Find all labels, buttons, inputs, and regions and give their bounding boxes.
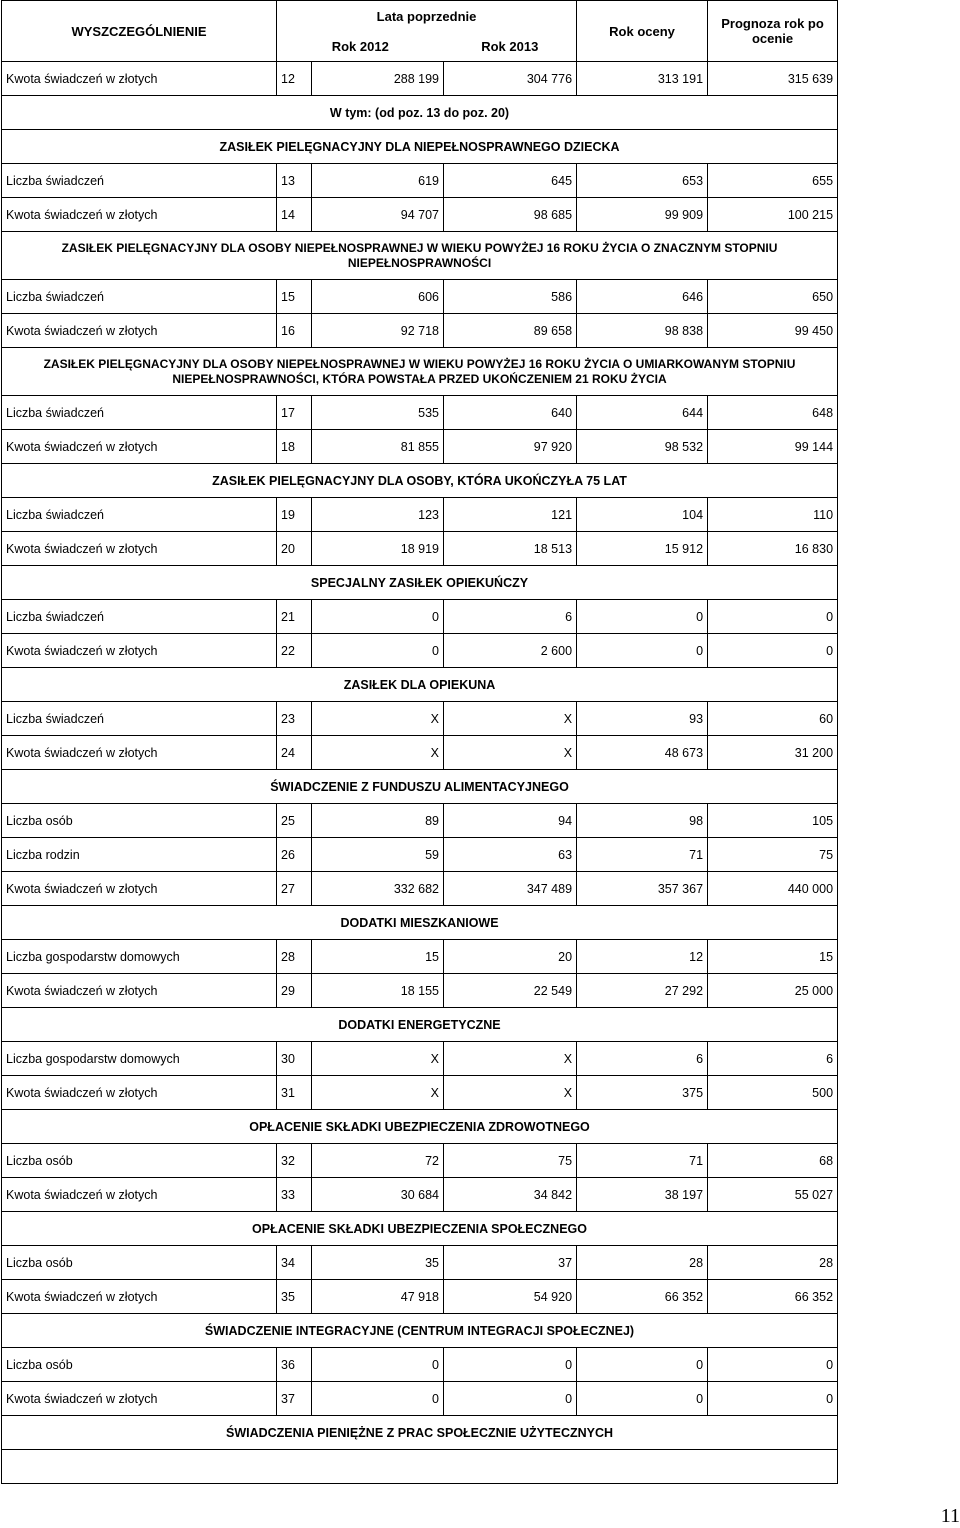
value-2012: 535 xyxy=(312,396,444,430)
value-2012: 288 199 xyxy=(312,62,444,96)
row-position-number: 31 xyxy=(277,1076,312,1110)
value-2013: 586 xyxy=(444,280,577,314)
table-row xyxy=(2,314,838,348)
row-label: Kwota świadczeń w złotych xyxy=(2,1076,277,1110)
value-2012: 0 xyxy=(312,600,444,634)
value-2013: 2 600 xyxy=(444,634,577,668)
value-evaluation-year: 38 197 xyxy=(577,1178,708,1212)
value-forecast: 99 450 xyxy=(708,314,838,348)
value-2013: X xyxy=(444,1042,577,1076)
value-2012: 30 684 xyxy=(312,1178,444,1212)
value-forecast: 110 xyxy=(708,498,838,532)
row-position-number: 19 xyxy=(277,498,312,532)
section-heading: OPŁACENIE SKŁADKI UBEZPIECZENIA ZDROWOTNEGO xyxy=(2,1110,838,1144)
subheading: W tym: (od poz. 13 do poz. 20) xyxy=(2,96,838,130)
table-row xyxy=(2,702,838,736)
value-forecast: 6 xyxy=(708,1042,838,1076)
value-2013: 304 776 xyxy=(444,62,577,96)
value-evaluation-year: 71 xyxy=(577,838,708,872)
section-heading-row xyxy=(2,1416,838,1450)
value-forecast: 68 xyxy=(708,1144,838,1178)
value-forecast: 31 200 xyxy=(708,736,838,770)
section-heading-row xyxy=(2,348,838,396)
value-2013: 0 xyxy=(444,1382,577,1416)
table-row xyxy=(2,974,838,1008)
value-2012: X xyxy=(312,1042,444,1076)
section-heading: ŚWIADCZENIE INTEGRACYJNE (CENTRUM INTEGRACJI SPOŁECZNEJ) xyxy=(2,1314,838,1348)
table-row xyxy=(2,1348,838,1382)
row-position-number: 37 xyxy=(277,1382,312,1416)
row-position-number: 12 xyxy=(277,62,312,96)
row-position-number: 35 xyxy=(277,1280,312,1314)
value-2012: 0 xyxy=(312,1382,444,1416)
table-row xyxy=(2,1280,838,1314)
section-heading-row xyxy=(2,1110,838,1144)
value-evaluation-year: 6 xyxy=(577,1042,708,1076)
value-2012: 123 xyxy=(312,498,444,532)
row-label: Kwota świadczeń w złotych xyxy=(2,1280,277,1314)
value-2013: 645 xyxy=(444,164,577,198)
value-2012: 18 919 xyxy=(312,532,444,566)
row-position-number: 29 xyxy=(277,974,312,1008)
section-heading-row xyxy=(2,566,838,600)
table-row xyxy=(2,872,838,906)
row-position-number: 16 xyxy=(277,314,312,348)
section-heading: ZASIŁEK DLA OPIEKUNA xyxy=(2,668,838,702)
value-evaluation-year: 0 xyxy=(577,1382,708,1416)
section-heading: ŚWIADCZENIE Z FUNDUSZU ALIMENTACYJNEGO xyxy=(2,770,838,804)
value-2012: X xyxy=(312,736,444,770)
value-2013: 98 685 xyxy=(444,198,577,232)
section-heading-row xyxy=(2,130,838,164)
row-label: Liczba osób xyxy=(2,1348,277,1382)
section-heading: ZASIŁEK PIELĘGNACYJNY DLA OSOBY, KTÓRA UKOŃCZYŁA 75 LAT xyxy=(2,464,838,498)
section-heading: ŚWIADCZENIA PIENIĘŻNE Z PRAC SPOŁECZNIE UŻYTECZNYCH xyxy=(2,1416,838,1450)
section-heading-row xyxy=(2,1212,838,1246)
value-2012: 92 718 xyxy=(312,314,444,348)
value-2013: X xyxy=(444,736,577,770)
section-heading-row xyxy=(2,464,838,498)
row-position-number: 22 xyxy=(277,634,312,668)
row-label: Kwota świadczeń w złotych xyxy=(2,62,277,96)
value-2012: 18 155 xyxy=(312,974,444,1008)
subheading-row xyxy=(2,96,838,130)
value-2012: 59 xyxy=(312,838,444,872)
table-row xyxy=(2,280,838,314)
value-forecast: 650 xyxy=(708,280,838,314)
value-evaluation-year: 646 xyxy=(577,280,708,314)
value-evaluation-year: 375 xyxy=(577,1076,708,1110)
header-description: WYSZCZEGÓLNIENIE xyxy=(2,1,277,62)
value-2013: X xyxy=(444,1076,577,1110)
value-forecast: 99 144 xyxy=(708,430,838,464)
row-position-number: 36 xyxy=(277,1348,312,1382)
row-label: Liczba świadczeń xyxy=(2,164,277,198)
value-2012: 72 xyxy=(312,1144,444,1178)
row-label: Kwota świadczeń w złotych xyxy=(2,314,277,348)
section-heading: ZASIŁEK PIELĘGNACYJNY DLA OSOBY NIEPEŁNOSPRAWNEJ W WIEKU POWYŻEJ 16 ROKU ŻYCIA O ZNACZNYM STOPNIU NIEPEŁNOSPRAWNOŚCI xyxy=(2,232,838,280)
row-position-number: 34 xyxy=(277,1246,312,1280)
value-2012: 94 707 xyxy=(312,198,444,232)
row-position-number: 14 xyxy=(277,198,312,232)
row-position-number: 25 xyxy=(277,804,312,838)
value-evaluation-year: 48 673 xyxy=(577,736,708,770)
value-evaluation-year: 313 191 xyxy=(577,62,708,96)
section-heading: ZASIŁEK PIELĘGNACYJNY DLA OSOBY NIEPEŁNOSPRAWNEJ W WIEKU POWYŻEJ 16 ROKU ŻYCIA O UMIARKOWANYM STOPNIU NIEPEŁNOSPRAWNOŚCI, KTÓRA POWSTAŁA PRZED UKOŃCZENIEM 21 ROKU ŻYCIA xyxy=(2,348,838,396)
section-heading: DODATKI MIESZKANIOWE xyxy=(2,906,838,940)
row-position-number: 32 xyxy=(277,1144,312,1178)
table-row xyxy=(2,198,838,232)
section-heading: ZASIŁEK PIELĘGNACYJNY DLA NIEPEŁNOSPRAWNEGO DZIECKA xyxy=(2,130,838,164)
row-position-number: 23 xyxy=(277,702,312,736)
value-2013: 640 xyxy=(444,396,577,430)
value-2013: 6 xyxy=(444,600,577,634)
value-2012: 15 xyxy=(312,940,444,974)
row-position-number: 18 xyxy=(277,430,312,464)
value-forecast: 315 639 xyxy=(708,62,838,96)
value-forecast: 648 xyxy=(708,396,838,430)
blank-row xyxy=(2,1450,838,1484)
row-label: Liczba osób xyxy=(2,804,277,838)
value-evaluation-year: 66 352 xyxy=(577,1280,708,1314)
row-label: Kwota świadczeń w złotych xyxy=(2,198,277,232)
value-2012: 332 682 xyxy=(312,872,444,906)
table-row xyxy=(2,736,838,770)
value-forecast: 100 215 xyxy=(708,198,838,232)
section-heading-row xyxy=(2,1008,838,1042)
value-2012: 0 xyxy=(312,1348,444,1382)
value-forecast: 66 352 xyxy=(708,1280,838,1314)
value-2012: 47 918 xyxy=(312,1280,444,1314)
value-2013: 34 842 xyxy=(444,1178,577,1212)
value-2013: 89 658 xyxy=(444,314,577,348)
section-heading-row xyxy=(2,770,838,804)
header-year-2012: Rok 2012 xyxy=(277,31,444,62)
value-2012: X xyxy=(312,1076,444,1110)
value-2013: 22 549 xyxy=(444,974,577,1008)
value-evaluation-year: 93 xyxy=(577,702,708,736)
value-2013: 37 xyxy=(444,1246,577,1280)
value-2013: 97 920 xyxy=(444,430,577,464)
value-evaluation-year: 71 xyxy=(577,1144,708,1178)
table-row xyxy=(2,1076,838,1110)
value-evaluation-year: 98 532 xyxy=(577,430,708,464)
value-evaluation-year: 653 xyxy=(577,164,708,198)
value-forecast: 16 830 xyxy=(708,532,838,566)
table-row xyxy=(2,940,838,974)
value-2013: 18 513 xyxy=(444,532,577,566)
row-position-number: 15 xyxy=(277,280,312,314)
blank-cell xyxy=(2,1450,838,1484)
value-2013: 0 xyxy=(444,1348,577,1382)
header-forecast-year: Prognoza rok po ocenie xyxy=(708,1,838,62)
value-forecast: 25 000 xyxy=(708,974,838,1008)
section-heading: DODATKI ENERGETYCZNE xyxy=(2,1008,838,1042)
row-label: Kwota świadczeń w złotych xyxy=(2,736,277,770)
row-label: Liczba rodzin xyxy=(2,838,277,872)
table-row xyxy=(2,1144,838,1178)
row-position-number: 27 xyxy=(277,872,312,906)
table-row xyxy=(2,62,838,96)
row-label: Kwota świadczeń w złotych xyxy=(2,872,277,906)
row-position-number: 28 xyxy=(277,940,312,974)
table-row xyxy=(2,396,838,430)
row-label: Liczba osób xyxy=(2,1246,277,1280)
value-forecast: 0 xyxy=(708,1382,838,1416)
row-label: Liczba gospodarstw domowych xyxy=(2,940,277,974)
row-label: Liczba gospodarstw domowych xyxy=(2,1042,277,1076)
value-2013: 20 xyxy=(444,940,577,974)
table-row xyxy=(2,430,838,464)
table-row xyxy=(2,1382,838,1416)
row-label: Kwota świadczeń w złotych xyxy=(2,974,277,1008)
value-evaluation-year: 12 xyxy=(577,940,708,974)
row-position-number: 24 xyxy=(277,736,312,770)
value-forecast: 105 xyxy=(708,804,838,838)
section-heading: SPECJALNY ZASIŁEK OPIEKUŃCZY xyxy=(2,566,838,600)
section-heading-row xyxy=(2,906,838,940)
row-label: Liczba świadczeń xyxy=(2,280,277,314)
value-evaluation-year: 27 292 xyxy=(577,974,708,1008)
value-2013: 94 xyxy=(444,804,577,838)
value-2013: X xyxy=(444,702,577,736)
row-position-number: 20 xyxy=(277,532,312,566)
value-forecast: 60 xyxy=(708,702,838,736)
header-previous-years: Lata poprzednie xyxy=(277,1,577,32)
value-evaluation-year: 0 xyxy=(577,600,708,634)
value-forecast: 500 xyxy=(708,1076,838,1110)
table-row xyxy=(2,804,838,838)
value-evaluation-year: 98 838 xyxy=(577,314,708,348)
page-number: 11 xyxy=(940,1505,960,1527)
value-evaluation-year: 0 xyxy=(577,634,708,668)
section-heading-row xyxy=(2,668,838,702)
section-heading-row xyxy=(2,1314,838,1348)
value-forecast: 0 xyxy=(708,1348,838,1382)
section-heading: OPŁACENIE SKŁADKI UBEZPIECZENIA SPOŁECZNEGO xyxy=(2,1212,838,1246)
table-row xyxy=(2,498,838,532)
value-2012: 606 xyxy=(312,280,444,314)
row-position-number: 13 xyxy=(277,164,312,198)
value-evaluation-year: 0 xyxy=(577,1348,708,1382)
value-evaluation-year: 15 912 xyxy=(577,532,708,566)
value-forecast: 0 xyxy=(708,634,838,668)
value-forecast: 0 xyxy=(708,600,838,634)
row-label: Liczba świadczeń xyxy=(2,396,277,430)
table-row xyxy=(2,1246,838,1280)
row-label: Kwota świadczeń w złotych xyxy=(2,430,277,464)
table-row xyxy=(2,634,838,668)
value-forecast: 655 xyxy=(708,164,838,198)
statistics-table xyxy=(1,0,838,1484)
value-evaluation-year: 28 xyxy=(577,1246,708,1280)
table-row xyxy=(2,600,838,634)
value-2012: 81 855 xyxy=(312,430,444,464)
value-2013: 121 xyxy=(444,498,577,532)
row-position-number: 33 xyxy=(277,1178,312,1212)
row-label: Liczba świadczeń xyxy=(2,702,277,736)
value-2012: 619 xyxy=(312,164,444,198)
row-position-number: 26 xyxy=(277,838,312,872)
row-position-number: 17 xyxy=(277,396,312,430)
value-forecast: 75 xyxy=(708,838,838,872)
value-2012: X xyxy=(312,702,444,736)
row-position-number: 30 xyxy=(277,1042,312,1076)
row-label: Kwota świadczeń w złotych xyxy=(2,1382,277,1416)
section-heading-row xyxy=(2,232,838,280)
table-row xyxy=(2,164,838,198)
value-evaluation-year: 99 909 xyxy=(577,198,708,232)
value-forecast: 55 027 xyxy=(708,1178,838,1212)
value-forecast: 15 xyxy=(708,940,838,974)
table-row xyxy=(2,1178,838,1212)
row-label: Kwota świadczeń w złotych xyxy=(2,532,277,566)
header-year-2013: Rok 2013 xyxy=(444,31,577,62)
value-evaluation-year: 104 xyxy=(577,498,708,532)
row-label: Liczba świadczeń xyxy=(2,498,277,532)
table-row xyxy=(2,1042,838,1076)
table-row xyxy=(2,838,838,872)
table-row xyxy=(2,532,838,566)
value-2012: 89 xyxy=(312,804,444,838)
value-evaluation-year: 98 xyxy=(577,804,708,838)
row-label: Liczba świadczeń xyxy=(2,600,277,634)
value-2012: 0 xyxy=(312,634,444,668)
value-evaluation-year: 644 xyxy=(577,396,708,430)
value-forecast: 440 000 xyxy=(708,872,838,906)
value-2013: 54 920 xyxy=(444,1280,577,1314)
row-label: Liczba osób xyxy=(2,1144,277,1178)
row-label: Kwota świadczeń w złotych xyxy=(2,1178,277,1212)
value-2013: 75 xyxy=(444,1144,577,1178)
value-forecast: 28 xyxy=(708,1246,838,1280)
header-evaluation-year: Rok oceny xyxy=(577,1,708,62)
row-position-number: 21 xyxy=(277,600,312,634)
value-2013: 63 xyxy=(444,838,577,872)
value-evaluation-year: 357 367 xyxy=(577,872,708,906)
row-label: Kwota świadczeń w złotych xyxy=(2,634,277,668)
value-2013: 347 489 xyxy=(444,872,577,906)
value-2012: 35 xyxy=(312,1246,444,1280)
